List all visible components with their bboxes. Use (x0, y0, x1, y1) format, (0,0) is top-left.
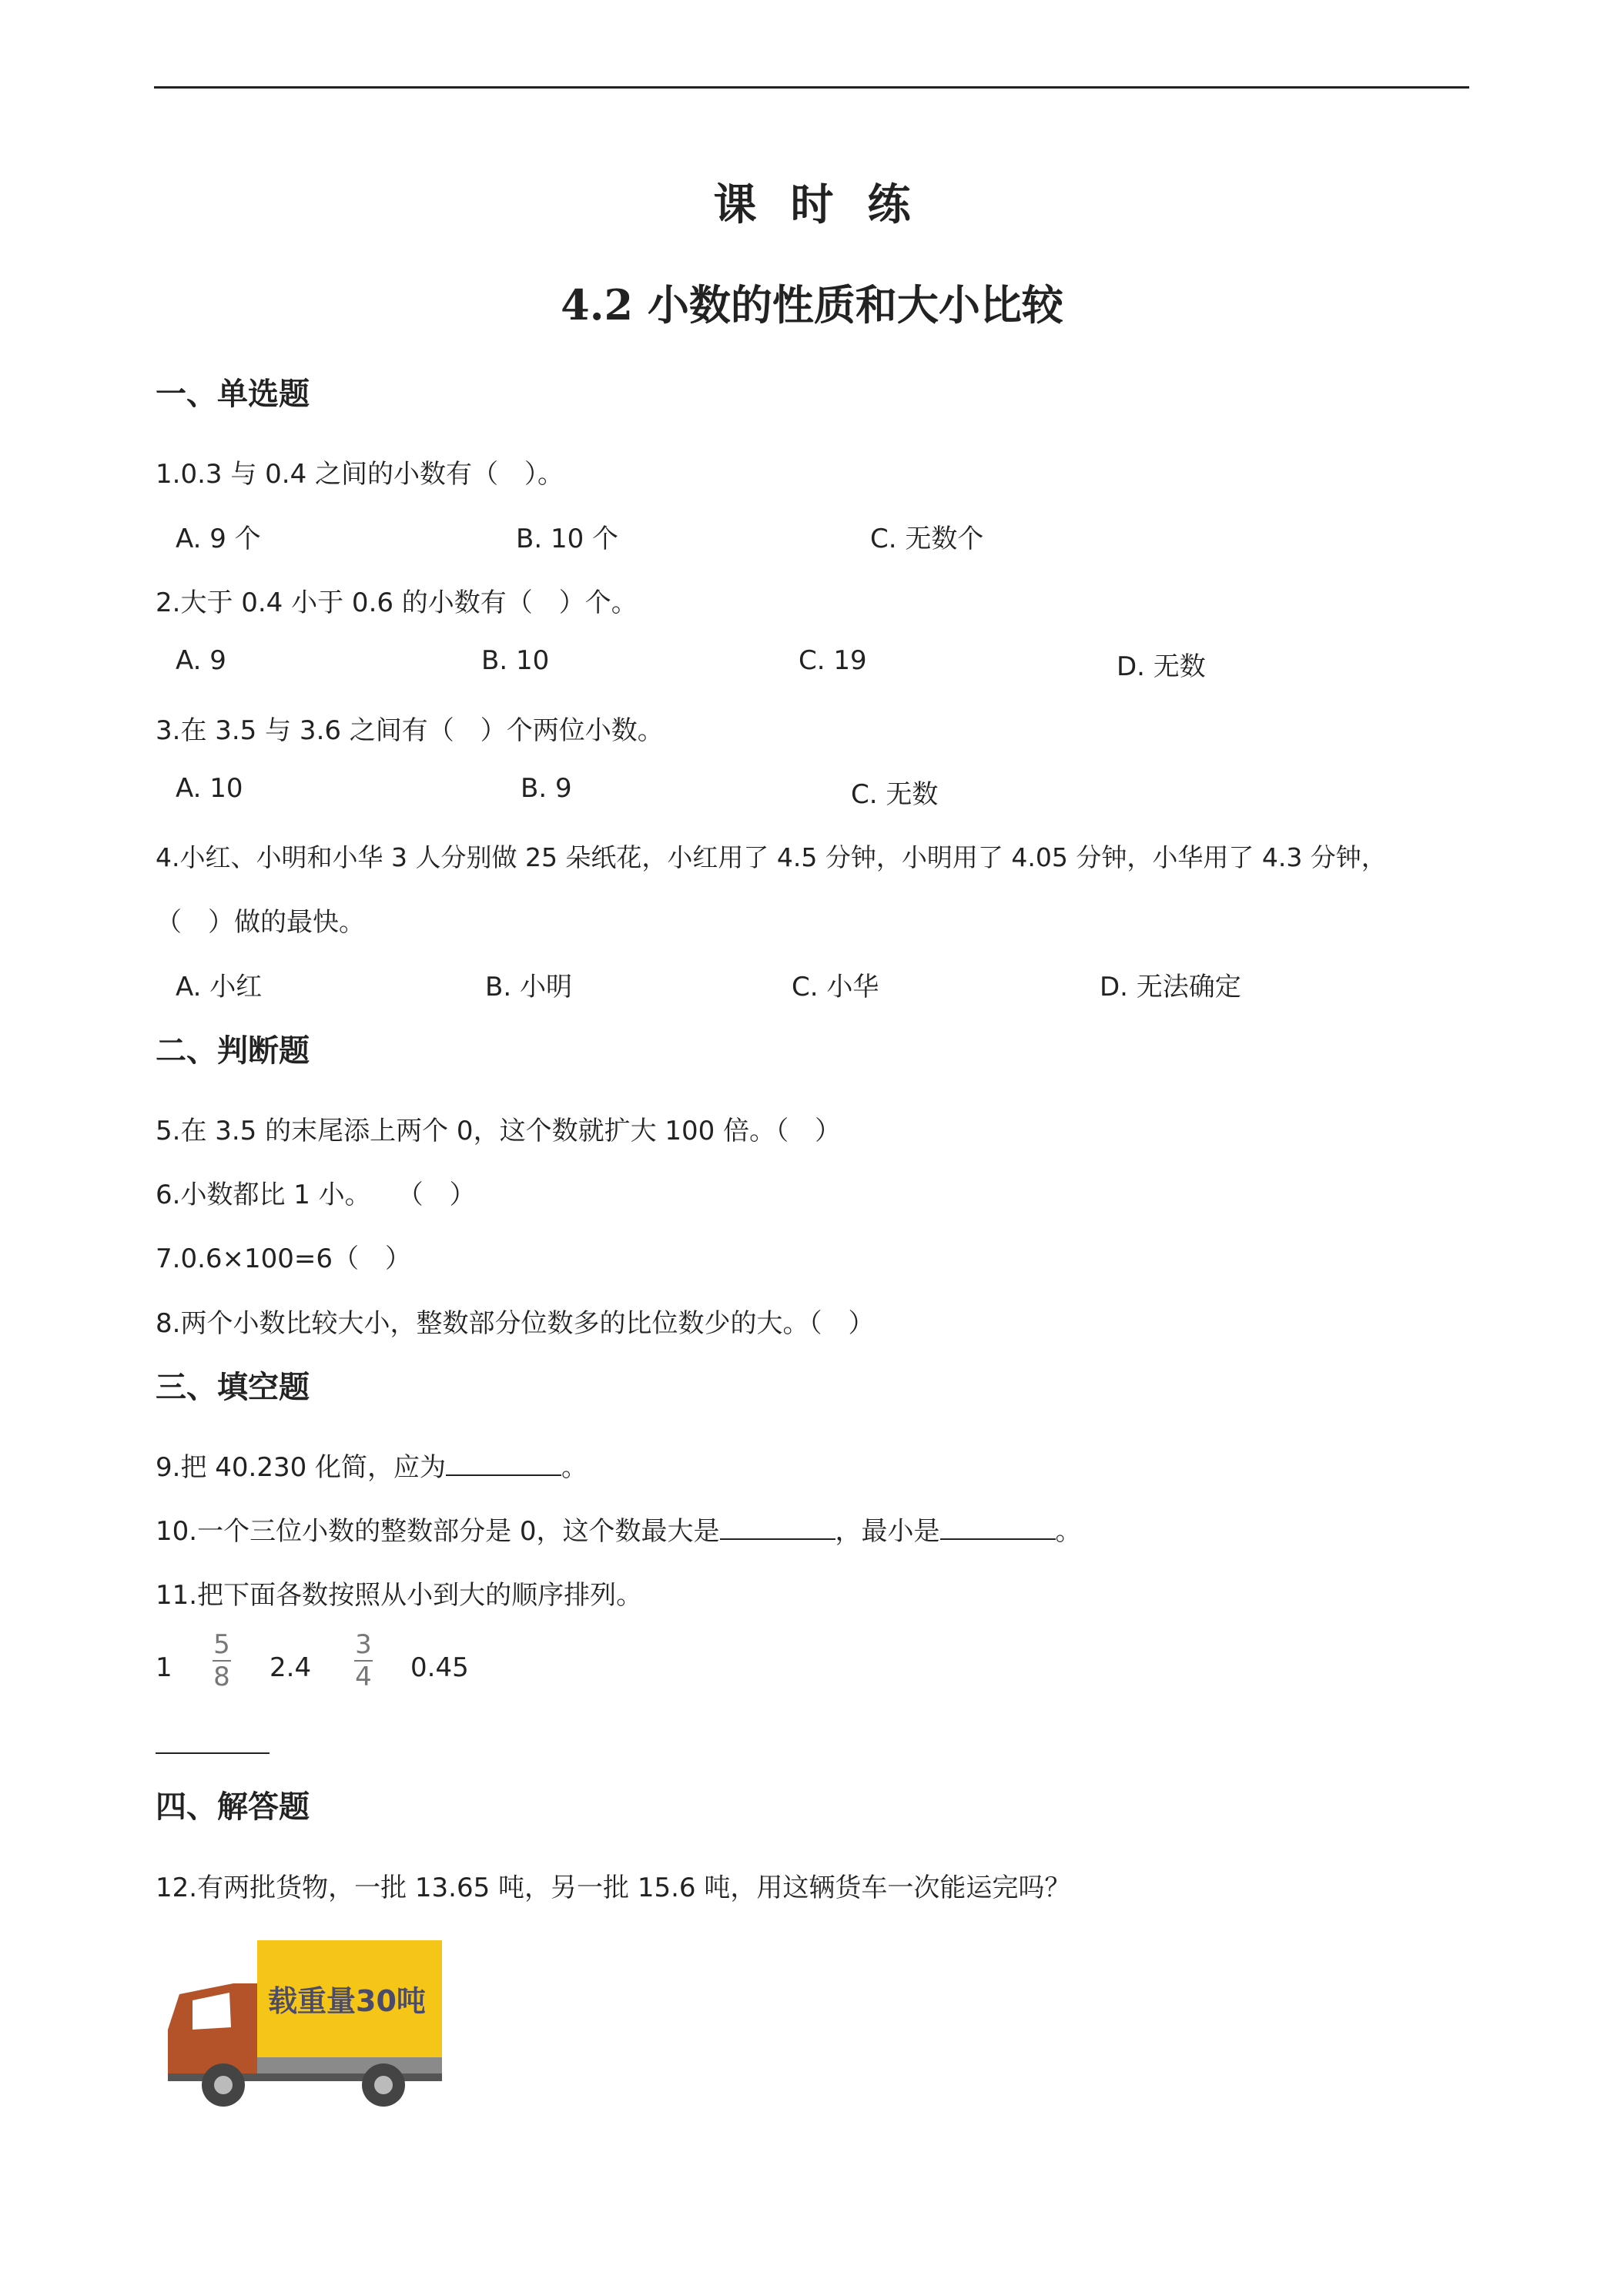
fraction-3-4 (354, 1630, 373, 1692)
question-9 (156, 1446, 588, 1484)
header-rule (154, 86, 1469, 89)
question-10-end: 。 (1055, 1516, 1082, 1547)
section-heading-3: 三、填空题 (156, 1369, 310, 1405)
question-1: 1.0.3 与 0.4 之间的小数有（ ）。 (156, 459, 564, 490)
q2-option-c: C. 19 (799, 645, 867, 676)
q2-option-d: D. 无数 (1117, 651, 1206, 682)
q4-option-c: C. 小华 (792, 972, 879, 1002)
question-3: 3.在 3.5 与 3.6 之间有（ ）个两位小数。 (156, 715, 664, 746)
section-heading-4: 四、解答题 (156, 1789, 310, 1825)
truck-icon (160, 1939, 445, 2116)
page-title: 课时练 (713, 179, 945, 230)
q4-option-a: A. 小红 (176, 972, 263, 1002)
question-10 (156, 1510, 1082, 1548)
question-9-text: 9.把 40.230 化简，应为 (156, 1452, 447, 1483)
truck-cargo-label: 载重量30吨 (268, 1984, 426, 2018)
fraction-numerator: 3 (355, 1629, 372, 1660)
truck-chassis (257, 2057, 442, 2074)
question-4-line-2: （ ）做的最快。 (156, 907, 365, 938)
question-6: 6.小数都比 1 小。 （ ） (156, 1180, 476, 1210)
q2-option-a: A. 9 (176, 645, 226, 676)
q2-option-b: B. 10 (481, 645, 550, 676)
q3-option-b: B. 9 (521, 773, 572, 804)
fraction-numerator: 5 (213, 1629, 230, 1660)
section-heading-2: 二、判断题 (156, 1033, 310, 1069)
number-0-45: 0.45 (410, 1652, 469, 1683)
fraction-5-8 (213, 1630, 231, 1692)
number-1: 1 (156, 1652, 172, 1683)
question-11: 11.把下面各数按照从小到大的顺序排列。 (156, 1580, 643, 1611)
truck-illustration (160, 1939, 445, 2116)
question-4-line-1: 4.小红、小明和小华 3 人分别做 25 朵纸花，小红用了 4.5 分钟，小明用了 4.05 分钟，小华用了 4.3 分钟， (156, 842, 1387, 872)
q4-option-d: D. 无法确定 (1100, 972, 1241, 1002)
question-10-mid: ，最小是 (835, 1516, 940, 1547)
q1-option-c: C. 无数个 (870, 524, 984, 554)
q3-option-a: A. 10 (176, 773, 243, 804)
question-12: 12.有两批货物，一批 13.65 吨，另一批 15.6 吨，用这辆货车一次能运完吗？ (156, 1873, 1071, 1903)
fraction-denominator: 8 (213, 1662, 230, 1692)
answer-blank (446, 1451, 561, 1476)
q3-option-c: C. 无数 (851, 779, 939, 810)
answer-blank-order (156, 1752, 270, 1754)
question-8: 8.两个小数比较大小，整数部分位数多的比位数少的大。（ ） (156, 1308, 875, 1339)
question-7: 7.0.6×100=6（ ） (156, 1243, 412, 1274)
answer-blank-max (720, 1515, 835, 1540)
answer-blank-min (940, 1515, 1056, 1540)
number-2-4: 2.4 (270, 1652, 312, 1683)
question-9-end: 。 (561, 1452, 588, 1483)
question-5: 5.在 3.5 的末尾添上两个 0，这个数就扩大 100 倍。（ ） (156, 1116, 842, 1146)
fraction-denominator: 4 (355, 1662, 372, 1692)
question-2: 2.大于 0.4 小于 0.6 的小数有（ ）个。 (156, 587, 638, 618)
page-subtitle: 4.2 小数的性质和大小比较 (561, 280, 1063, 330)
q1-option-b: B. 10 个 (516, 524, 619, 554)
q4-option-b: B. 小明 (485, 972, 572, 1002)
question-10-text: 10.一个三位小数的整数部分是 0，这个数最大是 (156, 1516, 720, 1547)
q1-option-a: A. 9 个 (176, 524, 261, 554)
section-heading-1: 一、单选题 (156, 376, 310, 412)
